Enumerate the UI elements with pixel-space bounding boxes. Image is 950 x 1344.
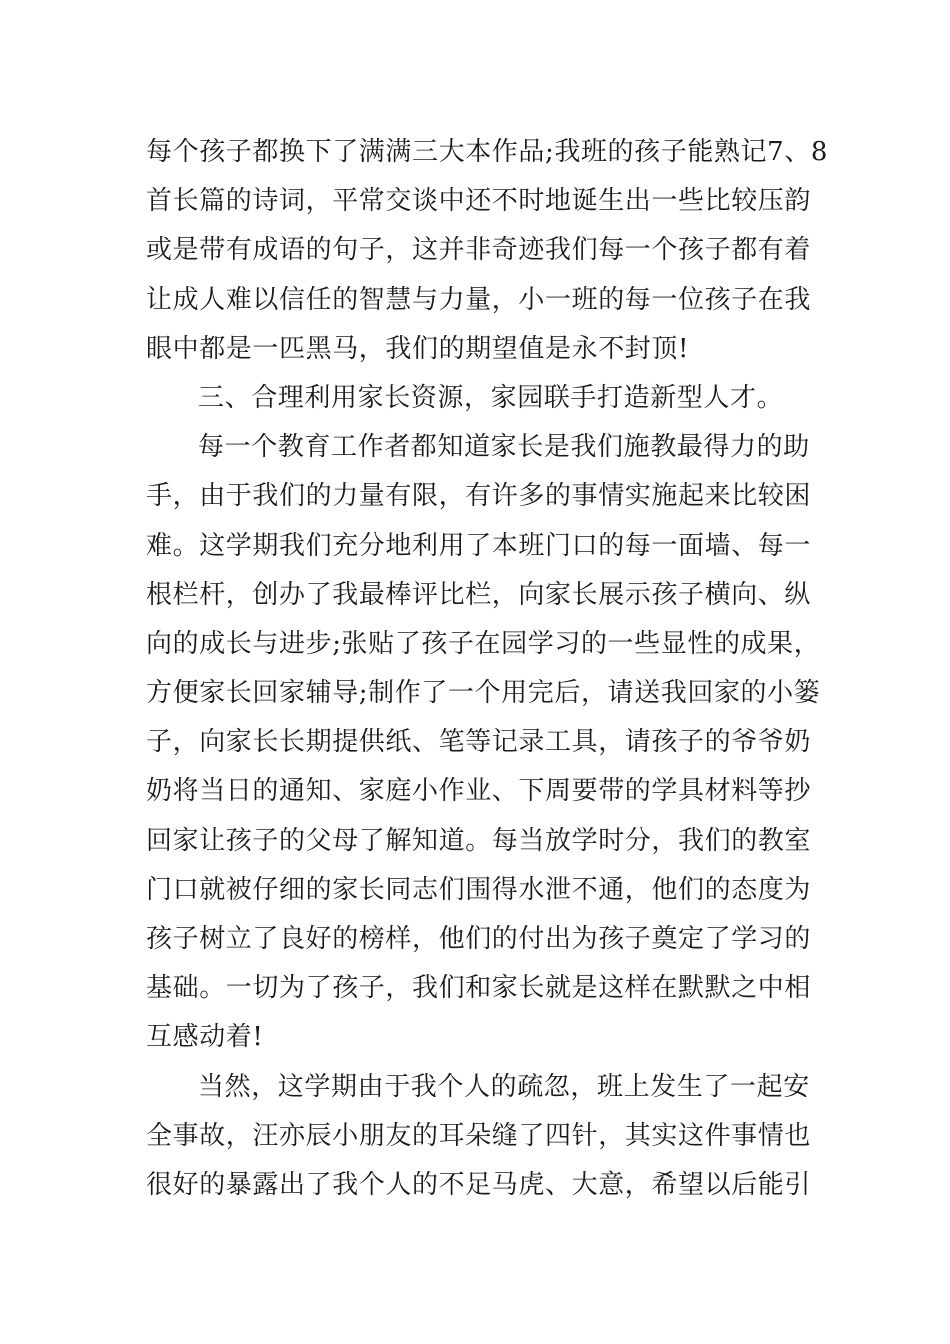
- text-line: 难。这学期我们充分地利用了本班门口的每一面墙、每一: [146, 530, 812, 561]
- text-line: 根栏杆，创办了我最棒评比栏，向家长展示孩子横向、纵: [146, 579, 812, 610]
- text-line: 首长篇的诗词，平常交谈中还不时地诞生出一些比较压韵: [146, 186, 812, 217]
- text-line: 手，由于我们的力量有限，有许多的事情实施起来比较困: [146, 481, 812, 512]
- text-line: 全事故，汪亦辰小朋友的耳朵缝了四针，其实这件事情也: [146, 1120, 812, 1151]
- text-line: 每个孩子都换下了满满三大本作品;我班的孩子能熟记7、8: [146, 137, 829, 167]
- text-line: 很好的暴露出了我个人的不足马虎、大意，希望以后能引: [146, 1169, 812, 1200]
- text-line: 奶将当日的通知、家庭小作业、下周要带的学具材料等抄: [146, 776, 812, 807]
- text-line: 门口就被仔细的家长同志们围得水泄不通，他们的态度为: [146, 874, 812, 905]
- text-line: 回家让孩子的父母了解知道。每当放学时分，我们的教室: [146, 825, 812, 856]
- text-line: 让成人难以信任的智慧与力量，小一班的每一位孩子在我: [146, 284, 812, 315]
- text-line: 互感动着!: [146, 1022, 264, 1053]
- text-line: 基础。一切为了孩子，我们和家长就是这样在默默之中相: [146, 973, 812, 1004]
- text-line: 或是带有成语的句子，这并非奇迹我们每一个孩子都有着: [146, 235, 812, 266]
- text-line: 眼中都是一匹黑马，我们的期望值是永不封顶!: [146, 333, 690, 364]
- text-line: 向的成长与进步;张贴了孩子在园学习的一些显性的成果，: [146, 628, 821, 659]
- section-heading: 三、合理利用家长资源，家园联手打造新型人才。: [198, 382, 784, 413]
- text-line: 当然，这学期由于我个人的疏忽，班上发生了一起安: [198, 1071, 810, 1102]
- text-line: 方便家长回家辅导;制作了一个用完后，请送我回家的小篓: [146, 678, 821, 709]
- document-body: [146, 128, 829, 1210]
- text-line: 子，向家长长期提供纸、笔等记录工具，请孩子的爷爷奶: [146, 727, 812, 758]
- text-line: 每一个教育工作者都知道家长是我们施教最得力的助: [198, 432, 810, 463]
- text-line: 孩子树立了良好的榜样，他们的付出为孩子奠定了学习的: [146, 924, 812, 954]
